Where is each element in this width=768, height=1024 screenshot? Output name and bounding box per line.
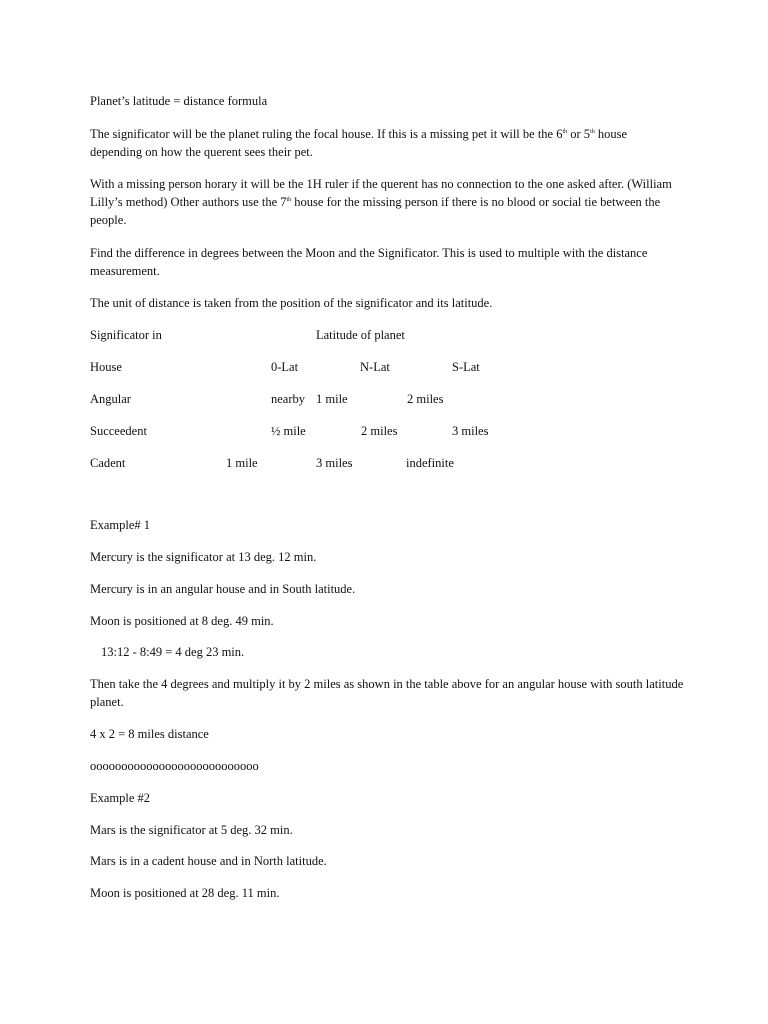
separator-line: ooooooooooooooooooooooooooo	[90, 759, 259, 773]
table-cell: Succeedent	[90, 424, 147, 438]
paragraph-missing-person-text-a: With a missing person horary it will be the 1H ruler if the querent has no connection to the one asked after. (William Lilly’s method) Other authors use the 7	[90, 177, 672, 209]
table-cell: 2 miles	[361, 424, 398, 438]
ordinal-suffix: th	[286, 197, 292, 203]
paragraph-significator-text-c: house depending on how the querent sees their pet.	[90, 127, 628, 159]
example1-line3: Moon is positioned at 8 deg. 49 min.	[90, 614, 274, 628]
example2-line2: Mars is in a cadent house and in North latitude.	[90, 854, 327, 868]
table-row-succeedent	[90, 422, 690, 440]
example1-line2: Mercury is in an angular house and in South latitude.	[90, 582, 356, 596]
example2-line3: Moon is positioned at 28 deg. 11 min.	[90, 886, 280, 900]
table-row-angular	[90, 390, 690, 408]
table-cell: Cadent	[90, 456, 126, 470]
example1-calculation: 13:12 - 8:49 = 4 deg 23 min.	[101, 645, 245, 659]
table-cell: ½ mile	[271, 424, 306, 438]
table-cell: 2 miles	[407, 392, 444, 406]
table-cell: S-Lat	[452, 360, 480, 374]
paragraph-missing-person-text-b: house for the missing person if there is no blood or social tie between the people.	[90, 195, 661, 227]
table-header-row	[90, 326, 690, 344]
table-row-cadent	[90, 454, 690, 472]
heading: Planet’s latitude = distance formula	[90, 94, 268, 108]
paragraph-significator	[90, 125, 680, 161]
paragraph-missing-person	[90, 175, 680, 229]
example1-title: Example# 1	[90, 518, 151, 532]
example1-explanation: Then take the 4 degrees and multiply it by 2 miles as shown in the table above for an angular house with south latitude planet.	[90, 677, 684, 709]
paragraph-unit: The unit of distance is taken from the position of the significator and its latitude.	[90, 296, 493, 310]
example2-title: Example #2	[90, 791, 151, 805]
table-cell: 3 miles	[452, 424, 489, 438]
example1-result: 4 x 2 = 8 miles distance	[90, 727, 209, 741]
table-cell: N-Lat	[360, 360, 390, 374]
example1-line1: Mercury is the significator at 13 deg. 12 min.	[90, 550, 317, 564]
table-header-significator: Significator in	[90, 328, 162, 342]
ordinal-suffix: th	[562, 129, 568, 135]
table-cell: indefinite	[406, 456, 454, 470]
table-cell: 0-Lat	[271, 360, 299, 374]
paragraph-difference: Find the difference in degrees between the Moon and the Significator. This is used to multiple with the distance measurement.	[90, 246, 648, 278]
table-row-house	[90, 358, 690, 376]
table-cell: 1 mile	[226, 456, 258, 470]
example2-line1: Mars is the significator at 5 deg. 32 min.	[90, 823, 293, 837]
ordinal-suffix: th	[590, 129, 595, 135]
table-cell: 1 mile	[316, 392, 348, 406]
paragraph-significator-text-b: or 5	[567, 127, 591, 141]
table-cell: House	[90, 360, 122, 374]
table-cell: Angular	[90, 392, 131, 406]
paragraph-significator-text-a: The significator will be the planet ruling the focal house. If this is a missing pet it will be the 6	[90, 127, 563, 141]
table-cell: nearby	[271, 392, 306, 406]
table-cell: 3 miles	[316, 456, 353, 470]
table-header-latitude: Latitude of planet	[316, 328, 405, 342]
